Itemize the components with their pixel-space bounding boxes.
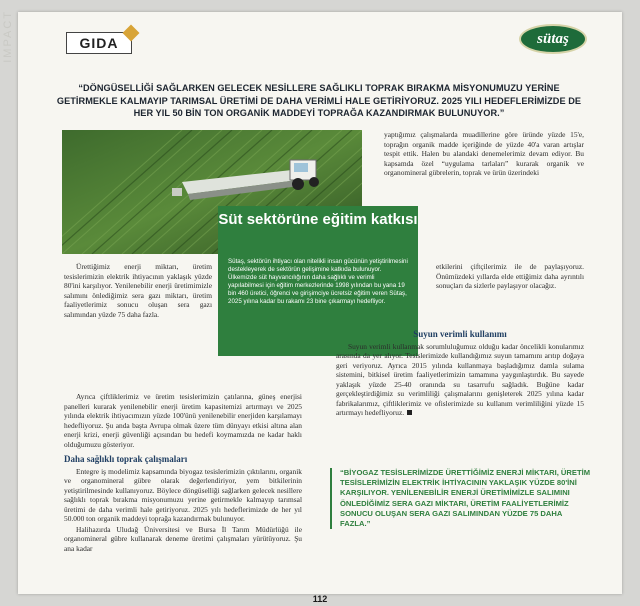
paragraph: Suyun verimli kullanmak sorumluluğumuz olduğu kadar öncelikli konularımız arasında da yer alıyor. Tesislerimizde kullandığımız suyun tamamını arıtıp doğaya geri veriyoruz. Ayrıca 2015 yılında kullanmaya başladığımız damla sulama sistemini, bitkisel üretim faaliyetlerimizin tamamına yaygınlaştırdık. Bu sayede yaklaşık yüzde 25-40 oranında su tasarrufu sağladık. Buğüne kadar gerçekleştirdiğimiz su verimliliği çalışmalarını genişleterek 2025 yılına kadar fabrikalarımız, çiftliklerimiz ve ofislerimizde su kullanım verimliliğini yüzde 15 artırmayı hedefliyoruz. [336, 341, 584, 417]
paragraph: yaptığımız çalışmalarda muadillerine göre üründe yüzde 15'e, toprağın organik madde içeriğinde de yüzde 40'a varan artışlar tespit ettik. Halen bu alandaki denemelerimiz devam ediyor. Bu kapsamda özel “uygulama tarlaları” kurarak organik ve organomineral gübrelerin, toprak ve ürün üzerindeki [384, 130, 584, 177]
section-label-text: GIDA [79, 35, 119, 51]
article-column-right-lower [336, 330, 584, 419]
pull-quote-top: “DÖNGÜSELLİĞİ SAĞLARKEN GELECEK NESİLLERE SAĞLIKLI TOPRAK BIRAKMA MİSYONUMUZU YERİNE GETİRMEKLE KALMAYIP TARIMSAL ÜRETİMİ DE DAHA VERİMLİ HALE GETİRİYORUZ. 2025 YILI HEDEFLERİMİZDE DE HER YIL 50 BİN TON ORGANİK MADDEYİ TOPRAĞA KAZANDIRMAK BULUNUYOR.” [56, 83, 582, 118]
section-label [66, 32, 132, 54]
article-column-right-top [384, 130, 584, 179]
pull-quote-bottom: “BİYOGAZ TESİSLERİMİZDE ÜRETTİĞİMİZ ENERJİ MİKTARI, ÜRETİM TESİSLERİMİZİN ELEKTRİK İHTİYACININ YAKLAŞIK YÜZDE 80'İNİ KARŞILIYOR. YENİLENEBİLİR ENERJİ ÜRETİMİMİZLE SALIMINI ÖNLEDİĞİMİZ SERA GAZI MİKTARI, ÜRETİM FAALİYETLERİMİZ SONUCU OLUŞAN SERA GAZI SALIMINDAN YÜZDE 75 DAHA FAZLA.” [330, 468, 594, 529]
paragraph: Halihazırda Uludağ Üniversitesi ve Bursa İl Tarım Müdürlüğü ile organomineral gübre kullanarak deneme üretimi çalışmaları yürütüyoruz. Şu ana kadar [64, 524, 302, 553]
brand-logo [519, 24, 587, 54]
paragraph: Ürettiğimiz enerji miktarı, üretim tesislerimizin elektrik ihtiyacının yaklaşık yüzde 80'ini karşılıyor. Yenilenebilir enerji üretimimizle salımını önlediğimiz sera gazı miktarı, üretim faaliyetlerimiz sonucu oluşan sera gazı salımından yüzde 75 daha fazla. [64, 262, 212, 319]
subheading-water: Suyun verimli kullanımı [413, 329, 507, 339]
paragraph: Ayrıca çiftliklerimiz ve üretim tesislerimizin çatılarına, güneş enerjisi panelleri kurarak yenilenebilir enerji üretim kapasitemizi artırmayı ve 2025 yılında elektrik ihtiyacımızın yüzde 100'ünü yenilenebilir enerjiden karşılamayı hedefliyoruz. Şu anda başta Avrupa olmak üzere tüm dünyayı etkisi altına alan enerji krizi, enerji güvenliği açısından bu hedefi koymamızda ne kadar haklı olduğumuzu gösteriyor. [64, 392, 302, 449]
article-column-left-bottom [64, 392, 302, 554]
brand-logo-text: sütaş [537, 30, 569, 47]
paragraph: etkilerini çiftçilerimiz ile de paylaşıyoruz. Önümüzdeki yıllarda elde ettiğimiz daha ayrıntılı sonuçları da sizlerle paylaşıyor olacağız. [436, 262, 584, 290]
water-paragraph-wrap [336, 342, 584, 418]
sidebar-box-body: Sütaş, sektörün ihtiyacı olan nitelikli insan gücünün yetiştirilmesini destekleyerek de sektörün gelişimine katkıda bulunuyor. Ülkemizde süt hayvancılığının daha sağlıklı ve verimli yapılabilmesi için eğitim merkezlerinde 1998 yılından bu yana 19 bin 460 üretici, öğrenci ve girişimciye ücretsiz eğitim veren Sütaş, 2025 yılına kadar bu rakamı 23 bine çıkarmayı hedefliyor. [228, 258, 408, 306]
article-column-right-mid [436, 262, 584, 292]
end-of-article-mark [407, 410, 412, 415]
sidebar-box-title: Süt sektörüne eğitim katkısı [218, 211, 418, 228]
side-tab-text: IMPACT [2, 10, 14, 63]
paragraph: Entegre iş modelimiz kapsamında biyogaz tesislerimizin çıktılarını, organik ve organomineral gübre olarak değerlendiriyor, yem bitkilerinin yetiştirilmesinde kullanıyoruz. Böylece döngüselliği sağlarken gelecek nesillere sağlıklı toprak bırakma misyonumuzu yerine getirmekle kalmayıp tarımsal üretimi de daha verimli hale getiriyoruz. 2025 yılı hedeflerimizde de her yıl 50.000 ton organik maddeyi toprağa kazandırmak bulunuyor. [64, 466, 302, 523]
page-number: 112 [312, 594, 328, 604]
article-column-left-top [64, 262, 212, 320]
subheading-soil: Daha sağlıklı toprak çalışmaları [64, 454, 188, 464]
